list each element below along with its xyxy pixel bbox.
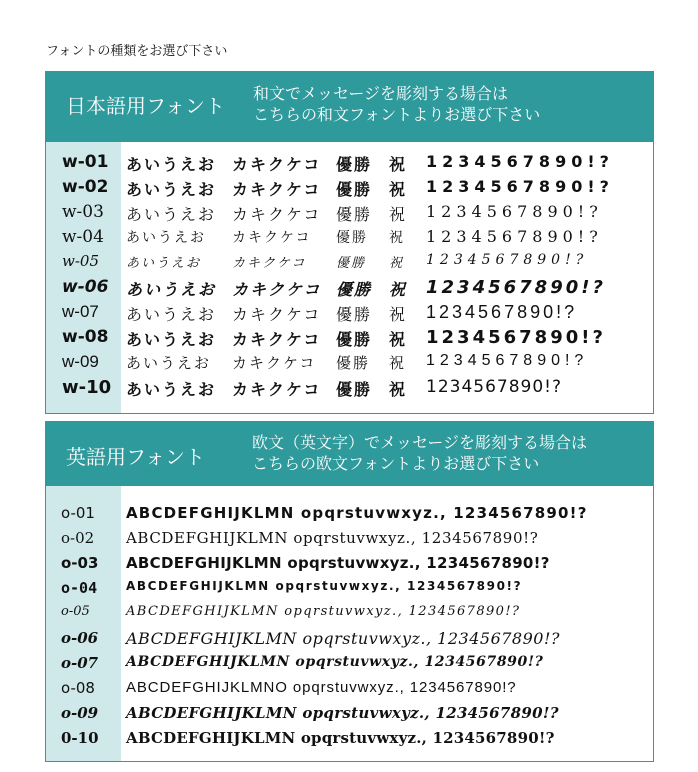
japanese-font-list (46, 150, 653, 400)
digits-sample: 1234567890!? (426, 227, 603, 246)
font-sample: ABCDEFGHIJKLMN opqrstuvwxyz., 1234567890!? (126, 504, 588, 522)
font-code: w-04 (62, 227, 104, 247)
iwai-sample: 祝 (389, 330, 408, 349)
english-panel-note (252, 432, 587, 474)
font-code: o-04 (61, 579, 98, 597)
katakana-sample: カキクケコ (232, 155, 322, 174)
font-row-w-10[interactable] (46, 375, 653, 400)
hiragana-sample: あいうえお (126, 280, 217, 299)
kanji-sample: 優勝 (336, 355, 371, 372)
kanji-sample: 優勝 (336, 307, 373, 324)
digits-sample: 1234567890!? (426, 377, 562, 397)
digits-sample: 1234567890!? (426, 302, 578, 322)
font-sample: ABCDEFGHIJKLMN opqrstuvwxyz., 1234567890!? (126, 604, 521, 619)
font-code: w-02 (62, 177, 109, 197)
kanji-sample: 優勝 (336, 280, 373, 299)
katakana-sample: カキクケコ (232, 380, 322, 399)
font-sample: ABCDEFGHIJKLMN opqrstuvwxyz., 1234567890!? (126, 704, 559, 722)
kanji-sample: 優勝 (336, 380, 373, 399)
font-row-o-09[interactable] (46, 700, 653, 725)
iwai-sample: 祝 (389, 256, 405, 271)
hiragana-sample: あいうえお (126, 180, 217, 199)
font-code: o-02 (61, 529, 95, 547)
kanji-sample: 優勝 (336, 205, 373, 224)
font-code: o-06 (61, 629, 99, 647)
font-code: o-03 (61, 554, 99, 572)
english-note-line-2: こちらの欧文フォントよりお選び下さい (252, 454, 540, 473)
font-sample: ABCDEFGHIJKLMN opqrstuvwxyz., 1234567890!? (126, 529, 539, 547)
font-row-o-02[interactable] (46, 525, 653, 550)
english-panel-header (46, 422, 653, 486)
japanese-note-line-2: こちらの和文フォントよりお選び下さい (253, 105, 541, 124)
font-code: w-09 (62, 352, 99, 371)
font-row-o-03[interactable] (46, 550, 653, 575)
iwai-sample: 祝 (389, 230, 405, 246)
digits-sample: 1234567890!? (426, 352, 589, 369)
iwai-sample: 祝 (389, 380, 408, 399)
digits-sample: 1234567890!? (426, 152, 614, 171)
japanese-panel-note (253, 83, 540, 125)
katakana-sample: カキクケコ (232, 280, 322, 299)
font-row-w-03[interactable] (46, 200, 653, 225)
katakana-sample: カキクケコ (232, 355, 317, 372)
kanji-sample: 優勝 (336, 230, 368, 246)
font-row-o-04[interactable] (46, 575, 653, 600)
digits-sample: 1234567890!? (426, 277, 606, 298)
digits-sample: 1234567890!? (426, 177, 614, 196)
font-row-o-05[interactable] (46, 600, 653, 625)
font-code: o-05 (61, 604, 90, 619)
page-title: フォントの種類をお選び下さい (46, 44, 228, 59)
iwai-sample: 祝 (389, 280, 408, 299)
katakana-sample: カキクケコ (232, 307, 322, 324)
kanji-sample: 優勝 (336, 256, 367, 271)
font-code: w-06 (62, 277, 109, 297)
kanji-sample: 優勝 (336, 180, 373, 199)
digits-sample: 1234567890!? (426, 202, 603, 221)
font-code: o-09 (61, 704, 99, 722)
katakana-sample: カキクケコ (232, 230, 312, 246)
japanese-note-line-1: 和文でメッセージを彫刻する場合は (253, 84, 509, 103)
font-code: o-01 (61, 504, 95, 522)
font-row-w-01[interactable] (46, 150, 653, 175)
english-font-list (46, 500, 653, 750)
hiragana-sample: あいうえお (126, 230, 206, 246)
font-sample: ABCDEFGHIJKLMN opqrstuvwxyz., 1234567890!? (126, 729, 555, 747)
font-sample: ABCDEFGHIJKLMN opqrstuvwxyz., 1234567890!? (126, 629, 560, 648)
kanji-sample: 優勝 (336, 330, 373, 349)
katakana-sample: カキクケコ (232, 205, 322, 224)
english-panel-heading: 英語用フォント (66, 445, 205, 469)
hiragana-sample: あいうえお (126, 330, 217, 349)
font-sample: ABCDEFGHIJKLMN opqrstuvwxyz., 1234567890!? (126, 654, 544, 670)
font-row-o-08[interactable] (46, 675, 653, 700)
katakana-sample: カキクケコ (232, 180, 322, 199)
font-code: 0-10 (61, 729, 99, 747)
font-row-w-09[interactable] (46, 350, 653, 375)
font-sample: ABCDEFGHIJKLMNO opqrstuvwxyz., 1234567890!? (126, 679, 517, 696)
font-sample: ABCDEFGHIJKLMN opqrstuvwxyz., 1234567890!? (126, 579, 523, 593)
iwai-sample: 祝 (389, 355, 407, 372)
hiragana-sample: あいうえお (126, 155, 217, 174)
japanese-font-panel (45, 71, 654, 414)
iwai-sample: 祝 (389, 155, 408, 174)
hiragana-sample: あいうえお (126, 205, 217, 224)
font-code: o-07 (61, 654, 99, 672)
kanji-sample: 優勝 (336, 155, 373, 174)
english-font-panel (45, 421, 654, 762)
font-row-o-01[interactable] (46, 500, 653, 525)
english-note-line-1: 欧文（英文字）でメッセージを彫刻する場合は (252, 433, 588, 452)
digits-sample: 1234567890!? (426, 327, 606, 348)
font-code: w-08 (62, 327, 109, 347)
hiragana-sample: あいうえお (126, 256, 202, 271)
katakana-sample: カキクケコ (232, 256, 307, 271)
katakana-sample: カキクケコ (232, 330, 322, 349)
font-row-w-05[interactable] (46, 250, 653, 275)
japanese-panel-heading: 日本語用フォント (66, 94, 225, 118)
font-row-o-07[interactable] (46, 650, 653, 675)
font-code: w-01 (62, 152, 109, 172)
font-code: o-08 (61, 679, 95, 697)
iwai-sample: 祝 (389, 307, 408, 324)
font-row-w-07[interactable] (46, 300, 653, 325)
hiragana-sample: あいうえお (126, 355, 212, 372)
font-row-o-10[interactable] (46, 725, 653, 750)
font-row-w-04[interactable] (46, 225, 653, 250)
font-code: w-03 (62, 202, 104, 222)
iwai-sample: 祝 (389, 205, 408, 224)
font-row-o-06[interactable] (46, 625, 653, 650)
digits-sample: 1234567890!? (426, 252, 589, 268)
font-row-w-08[interactable] (46, 325, 653, 350)
font-code: w-10 (62, 377, 112, 398)
hiragana-sample: あいうえお (126, 380, 217, 399)
hiragana-sample: あいうえお (126, 307, 217, 324)
iwai-sample: 祝 (389, 180, 408, 199)
font-code: w-05 (62, 252, 99, 270)
font-sample: ABCDEFGHIJKLMN opqrstuvwxyz., 1234567890!? (126, 554, 550, 572)
japanese-panel-header (46, 72, 653, 142)
font-row-w-02[interactable] (46, 175, 653, 200)
font-code: w-07 (62, 302, 99, 321)
font-row-w-06[interactable] (46, 275, 653, 300)
